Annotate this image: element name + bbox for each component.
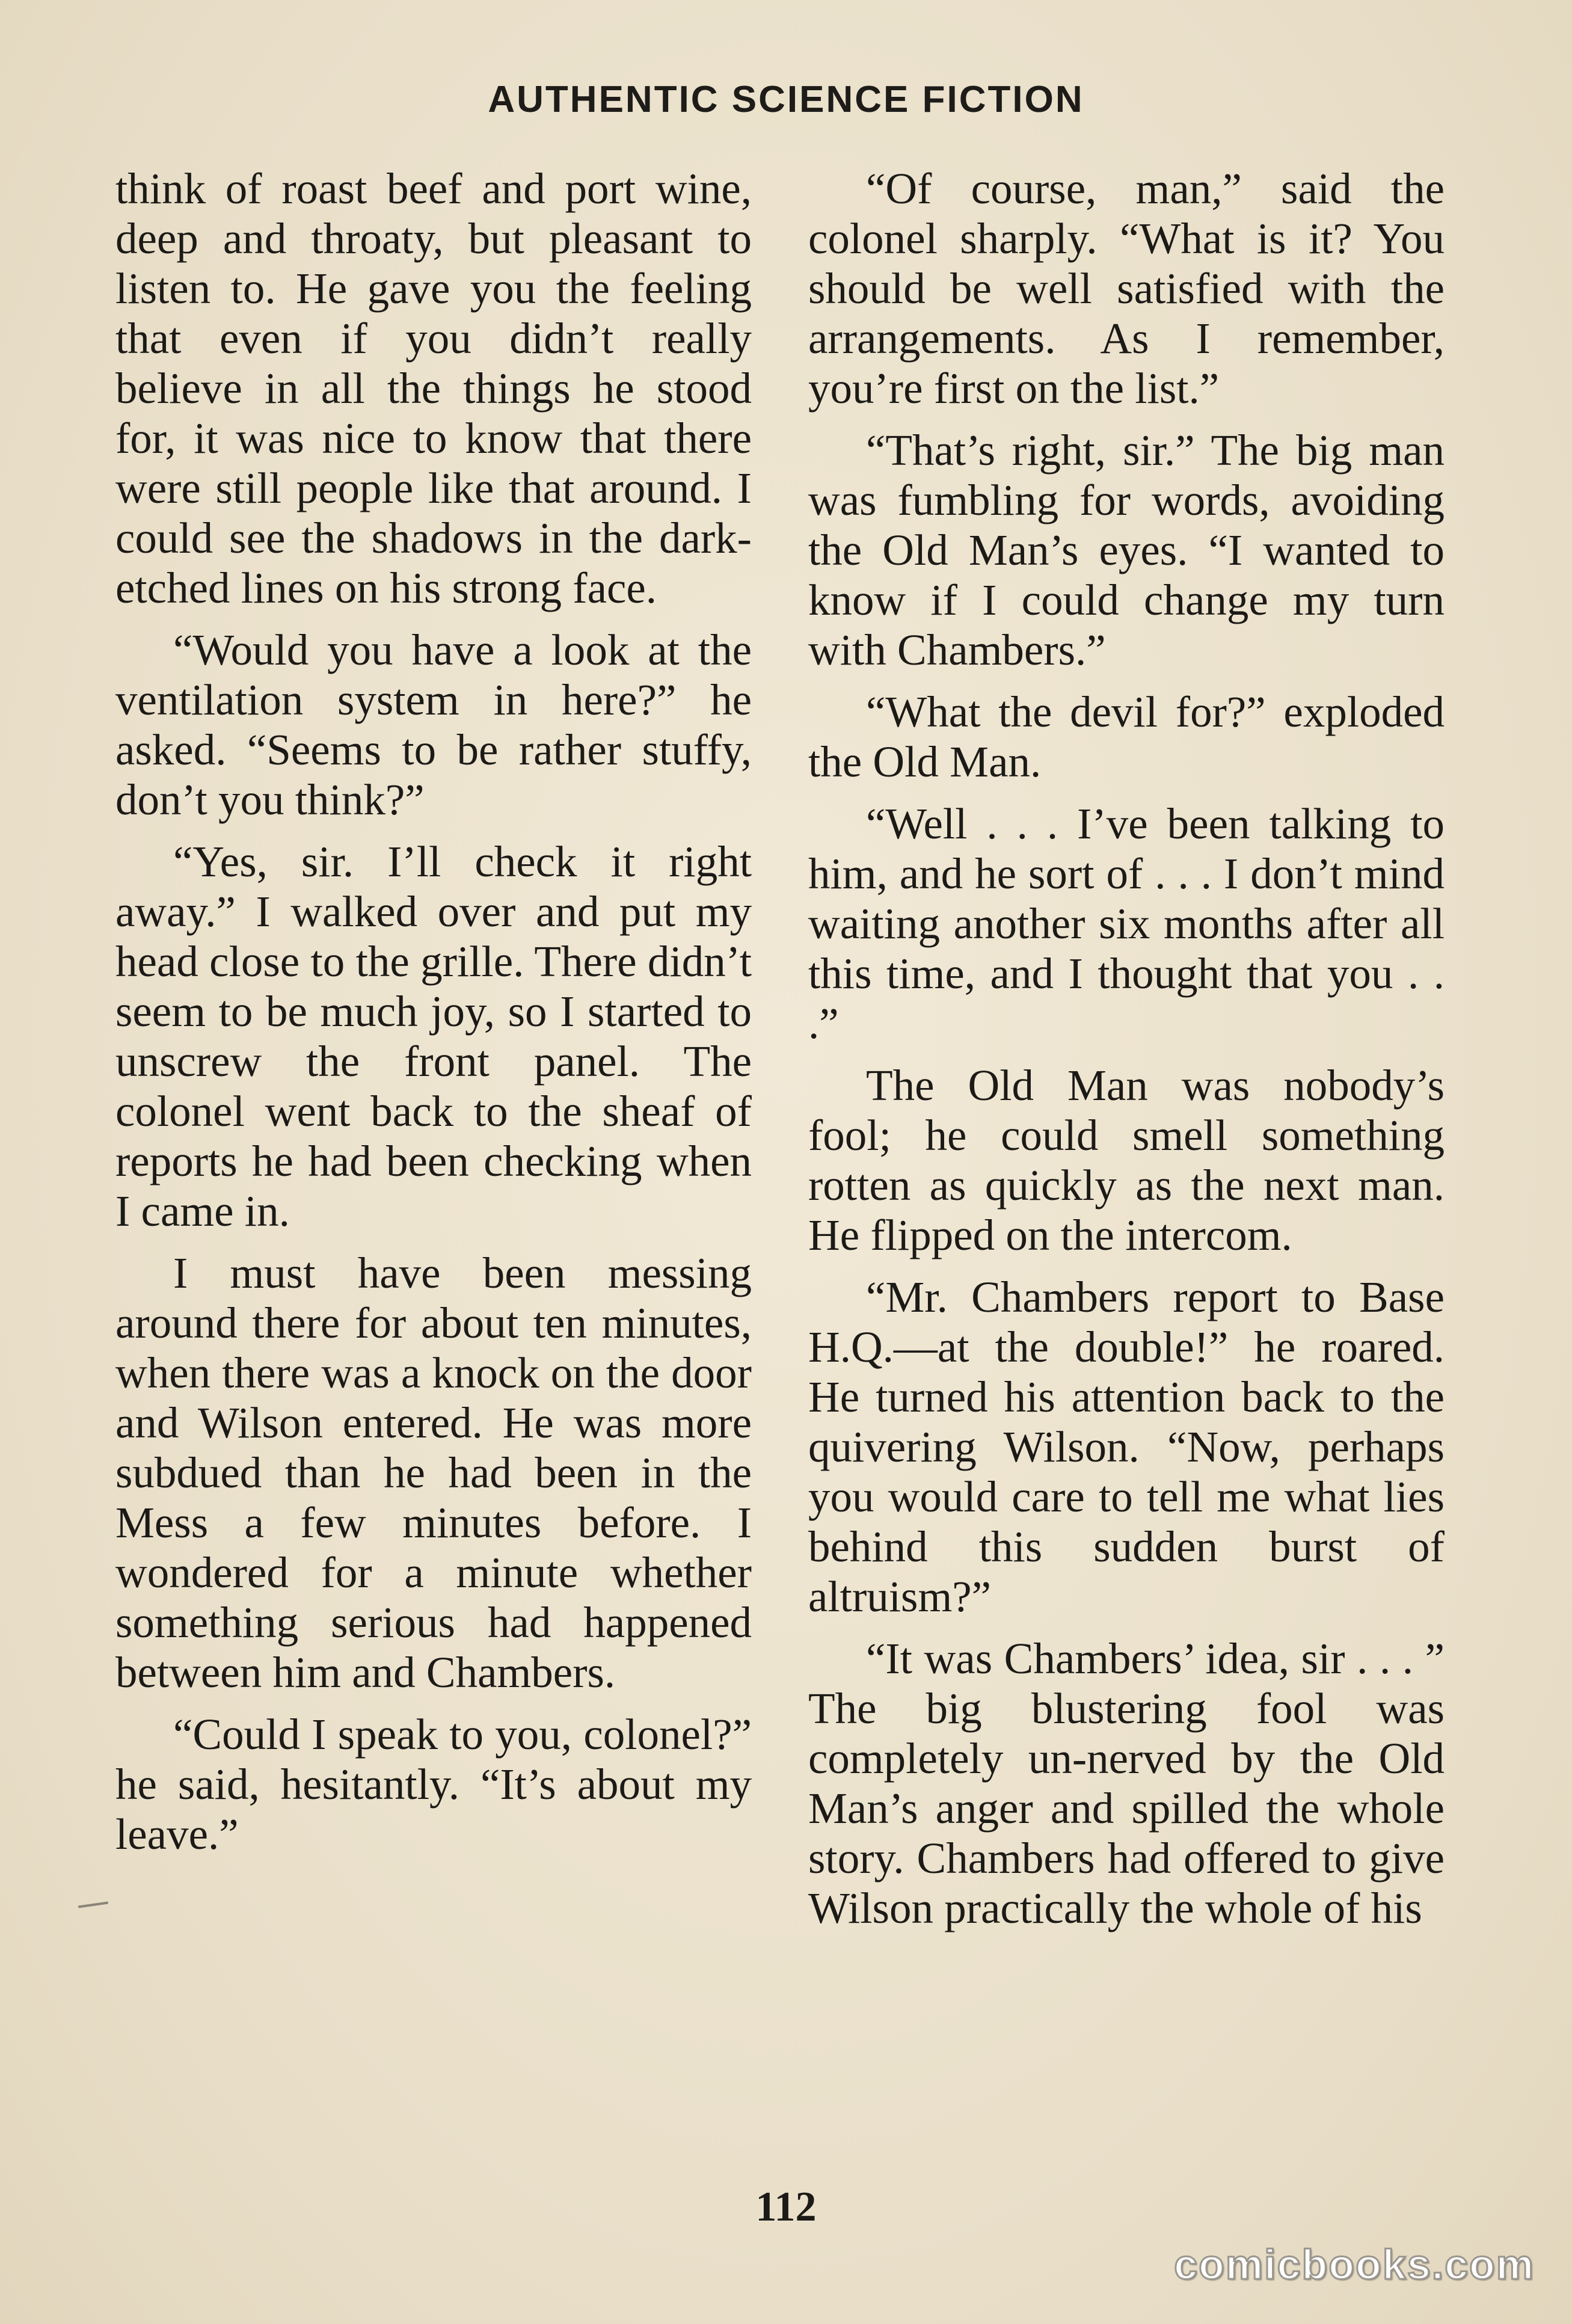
right-column [808,164,1445,1945]
page-number: 112 [755,2184,817,2230]
paragraph: “That’s right, sir.” The big man was fumbling for words, avoiding the Old Man’s eyes. “I wanted to know if I could change my turn with Chambers.” [808,426,1445,674]
margin-mark [78,1902,108,1908]
paragraph: “Mr. Chambers report to Base H.Q.—at the double!” he roared. He turned his attention back to the quivering Wilson. “Now, perhaps you would care to tell me what lies behind this sudden burst of altruism?” [808,1273,1445,1621]
paragraph: think of roast beef and port wine, deep and throaty, but pleasant to listen to. He gave you the feeling that even if you didn’t really believe in all the things he stood for, it was nice to know that there were still people like that around. I could see the shadows in the dark-etched lines on his strong face. [115,164,752,612]
paragraph: I must have been messing around there for about ten minutes, when there was a knock on the door and Wilson entered. He was more subdued than he had been in the Mess a few minutes before. I wondered for a minute whether something serious had happened between him and Chambers. [115,1249,752,1697]
paragraph: “Of course, man,” said the colonel sharply. “What is it? You should be well satisfied with the arrangements. As I remember, you’re first on the list.” [808,164,1445,413]
paragraph: “Could I speak to you, colonel?” he said, hesitantly. “It’s about my leave.” [115,1710,752,1858]
site-watermark: comicbooks.com [1174,2241,1535,2288]
paragraph: “Well . . . I’ve been talking to him, and he sort of . . . I don’t mind waiting another six months after all this time, and I thought that you . . .” [808,799,1445,1048]
paragraph: “Would you have a look at the ventilation system in here?” he asked. “Seems to be rather stuffy, don’t you think?” [115,626,752,824]
paragraph: “Yes, sir. I’ll check it right away.” I walked over and put my head close to the grille. There didn’t seem to be much joy, so I started to unscrew the front panel. The colonel went back to the sheaf of reports he had been checking when I came in. [115,837,752,1235]
left-column [115,164,752,1871]
running-head: AUTHENTIC SCIENCE FICTION [488,79,1084,120]
paragraph: “What the devil for?” exploded the Old Man. [808,687,1445,786]
paragraph: The Old Man was nobody’s fool; he could smell something rotten as quickly as the next man. He flipped on the intercom. [808,1061,1445,1259]
paragraph: “It was Chambers’ idea, sir . . . ” The big blustering fool was completely un-nerved by the Old Man’s anger and spilled the whole story. Chambers had offered to give Wilson practically the whole of his [808,1634,1445,1932]
